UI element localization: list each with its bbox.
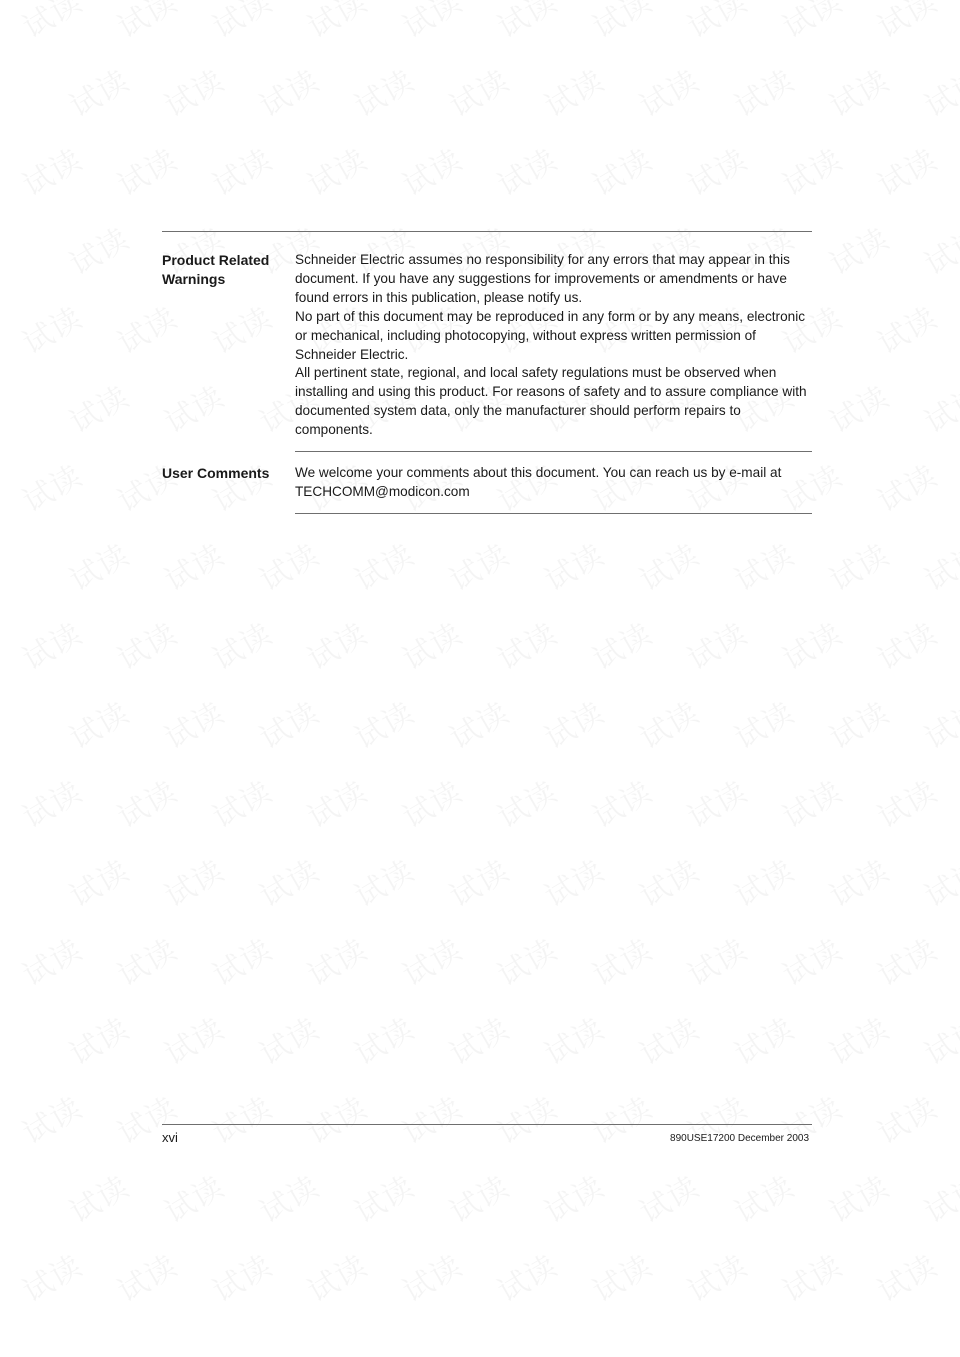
- footer-divider: [162, 1124, 812, 1125]
- section-divider: [295, 451, 812, 452]
- paragraph: We welcome your comments about this document. You can reach us by e-mail at TECHCOMM@modicon.com: [295, 465, 782, 499]
- section-body: [295, 251, 812, 440]
- paragraph: Schneider Electric assumes no responsibility for any errors that may appear in this document. If you have any suggestions for improvements or amendments or have found errors in this publication, please notify us.: [295, 252, 790, 305]
- section-body: [295, 464, 812, 502]
- paragraph: All pertinent state, regional, and local safety regulations must be observed when installing and using this product. For reasons of safety and to assure compliance with documented system data, only the manufacturer should perform repairs to components.: [295, 365, 807, 438]
- document-id: 890USE17200 December 2003: [670, 1133, 809, 1144]
- section-label: Product Related Warnings: [162, 252, 270, 287]
- paragraph: No part of this document may be reproduced in any form or by any means, electronic or mechanical, including photocopying, without express written permission of Schneider Electric.: [295, 308, 806, 362]
- page-number: xvi: [162, 1130, 178, 1145]
- section-divider: [295, 513, 812, 514]
- top-divider: [162, 231, 812, 232]
- section-label: User Comments: [162, 465, 270, 481]
